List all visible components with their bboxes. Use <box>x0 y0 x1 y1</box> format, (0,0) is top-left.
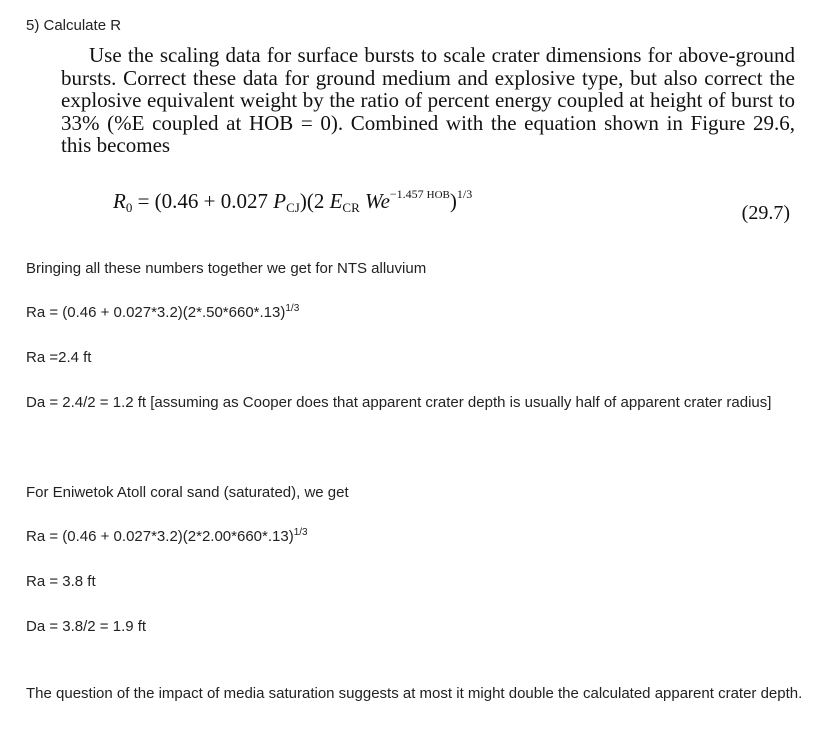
eq-we: We <box>359 189 390 213</box>
eq-part-2: )(2 <box>299 189 330 213</box>
eniwetok-equation-text: Ra = (0.46 + 0.027*3.2)(2*2.00*660*.13) <box>26 528 294 545</box>
eniwetok-equation <box>26 526 308 548</box>
equation-number: (29.7) <box>741 202 790 224</box>
eq-exponent <box>390 187 450 201</box>
eq-part-1: = (0.46 + 0.027 <box>132 189 274 213</box>
nts-equation-power: 1/3 <box>285 303 300 314</box>
eniwetok-intro: For Eniwetok Atoll coral sand (saturated), we get <box>26 484 349 501</box>
intro-paragraph: Bringing all these numbers together we get for NTS alluvium <box>26 260 427 277</box>
eq-close: ) <box>449 189 457 213</box>
scanned-excerpt <box>61 44 795 157</box>
nts-equation <box>26 302 299 324</box>
eq-exp-hob: HOB <box>426 189 450 201</box>
eq-e-sub: CR <box>342 200 360 215</box>
scanned-equation <box>113 189 472 214</box>
eq-power: 1/3 <box>456 187 473 201</box>
scanned-paragraph: Use the scaling data for surface bursts to scale crater dimensions for above-ground bursts. Correct these data for ground medium and explosive type, but also correct the explosive equivalent weight by the ratio of percent energy coupled at height of burst to 33% (%E coupled at HOB = 0). Combined with the equation shown in Figure 29.6, this becomes <box>61 43 795 157</box>
nts-equation-text: Ra = (0.46 + 0.027*3.2)(2*.50*660*.13) <box>26 304 286 321</box>
eq-p-sub: CJ <box>286 200 300 215</box>
heading: 5) Calculate R <box>26 17 122 34</box>
eq-e: E <box>329 189 343 213</box>
eniwetok-da: Da = 3.8/2 = 1.9 ft <box>26 618 147 635</box>
eniwetok-ra: Ra = 3.8 ft <box>26 573 96 590</box>
eq-exp-value: −1.457 <box>389 187 424 201</box>
nts-da: Da = 2.4/2 = 1.2 ft [assuming as Cooper does that apparent crater depth is usually half of apparent crater radius] <box>26 394 772 411</box>
nts-ra: Ra =2.4 ft <box>26 349 92 366</box>
eq-p: P <box>273 189 287 213</box>
eniwetok-equation-power: 1/3 <box>293 527 308 538</box>
conclusion-paragraph: The question of the impact of media saturation suggests at most it might double the calculated apparent crater depth. <box>26 685 803 702</box>
eq-lhs-sub: 0 <box>125 200 133 215</box>
eq-lhs: R <box>113 189 126 213</box>
